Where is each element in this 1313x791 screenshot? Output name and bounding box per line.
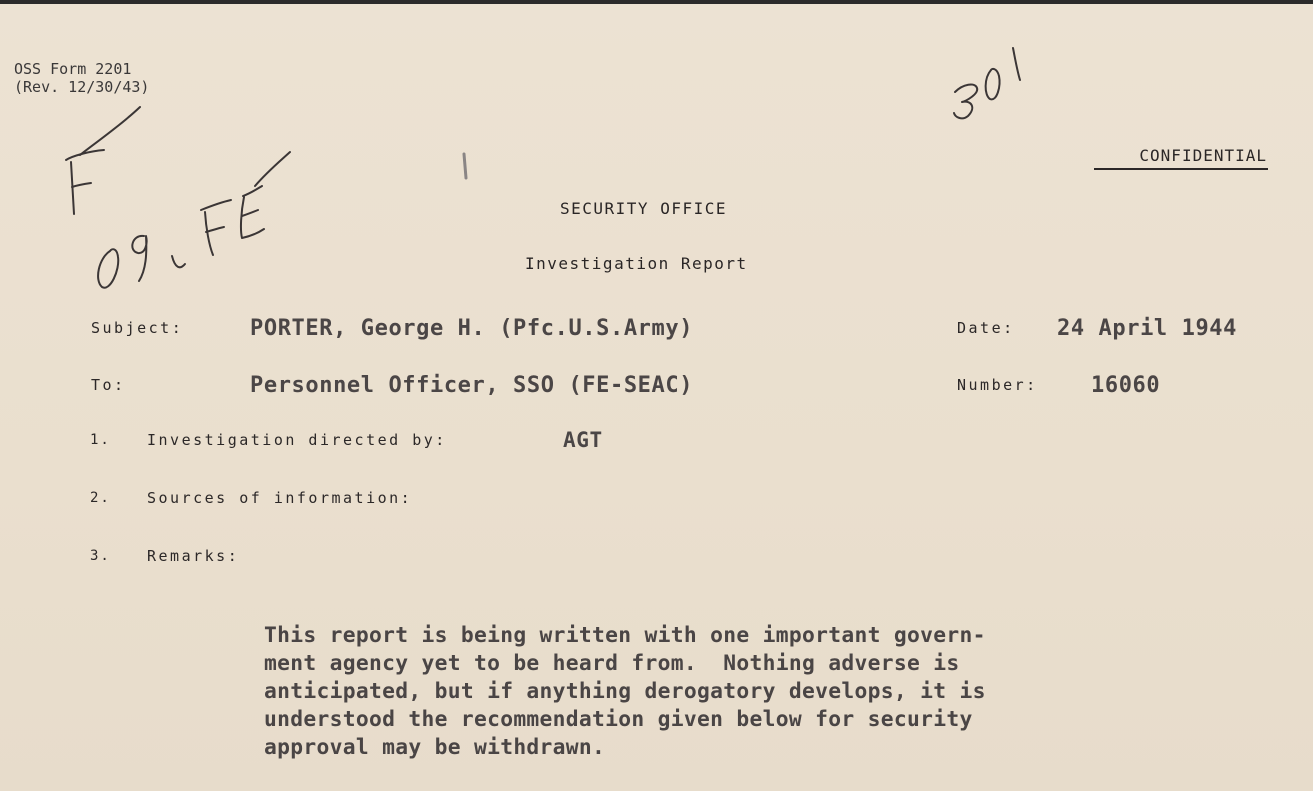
number-value: 16060 xyxy=(1091,373,1161,398)
item-number: 2. xyxy=(90,490,111,506)
office-title: SECURITY OFFICE xyxy=(560,199,727,218)
date-value: 24 April 1944 xyxy=(1057,316,1237,341)
date-label: Date: xyxy=(957,319,1015,337)
remarks-line: approval may be withdrawn. xyxy=(264,735,606,760)
subject-label: Subject: xyxy=(91,319,184,337)
to-label: To: xyxy=(91,376,126,394)
item-label-sources: Sources of information: xyxy=(147,489,413,507)
handwritten-f xyxy=(66,107,140,214)
item-value-directed-by: AGT xyxy=(563,428,603,452)
form-revision: (Rev. 12/30/43) xyxy=(14,78,150,96)
item-number: 1. xyxy=(90,432,111,448)
report-type-title: Investigation Report xyxy=(525,254,748,273)
remarks-line: anticipated, but if anything derogatory develops, it is xyxy=(264,679,986,704)
item-label-directed-by: Investigation directed by: xyxy=(147,431,447,449)
remarks-line: ment agency yet to be heard from. Nothing adverse is xyxy=(264,651,960,676)
form-number: OSS Form 2201 xyxy=(14,60,132,78)
remarks-line: This report is being written with one important govern- xyxy=(264,623,986,648)
handwritten-301 xyxy=(954,48,1020,118)
stray-mark xyxy=(464,154,466,178)
number-label: Number: xyxy=(957,376,1038,394)
item-number: 3. xyxy=(90,548,111,564)
remarks-line: understood the recommendation given below for security xyxy=(264,707,973,732)
subject-value: PORTER, George H. (Pfc.U.S.Army) xyxy=(250,316,694,341)
item-label-remarks: Remarks: xyxy=(147,547,240,565)
classification-label: CONFIDENTIAL xyxy=(1139,146,1267,165)
to-value: Personnel Officer, SSO (FE-SEAC) xyxy=(250,373,694,398)
handwritten-o9-fe xyxy=(98,152,290,288)
